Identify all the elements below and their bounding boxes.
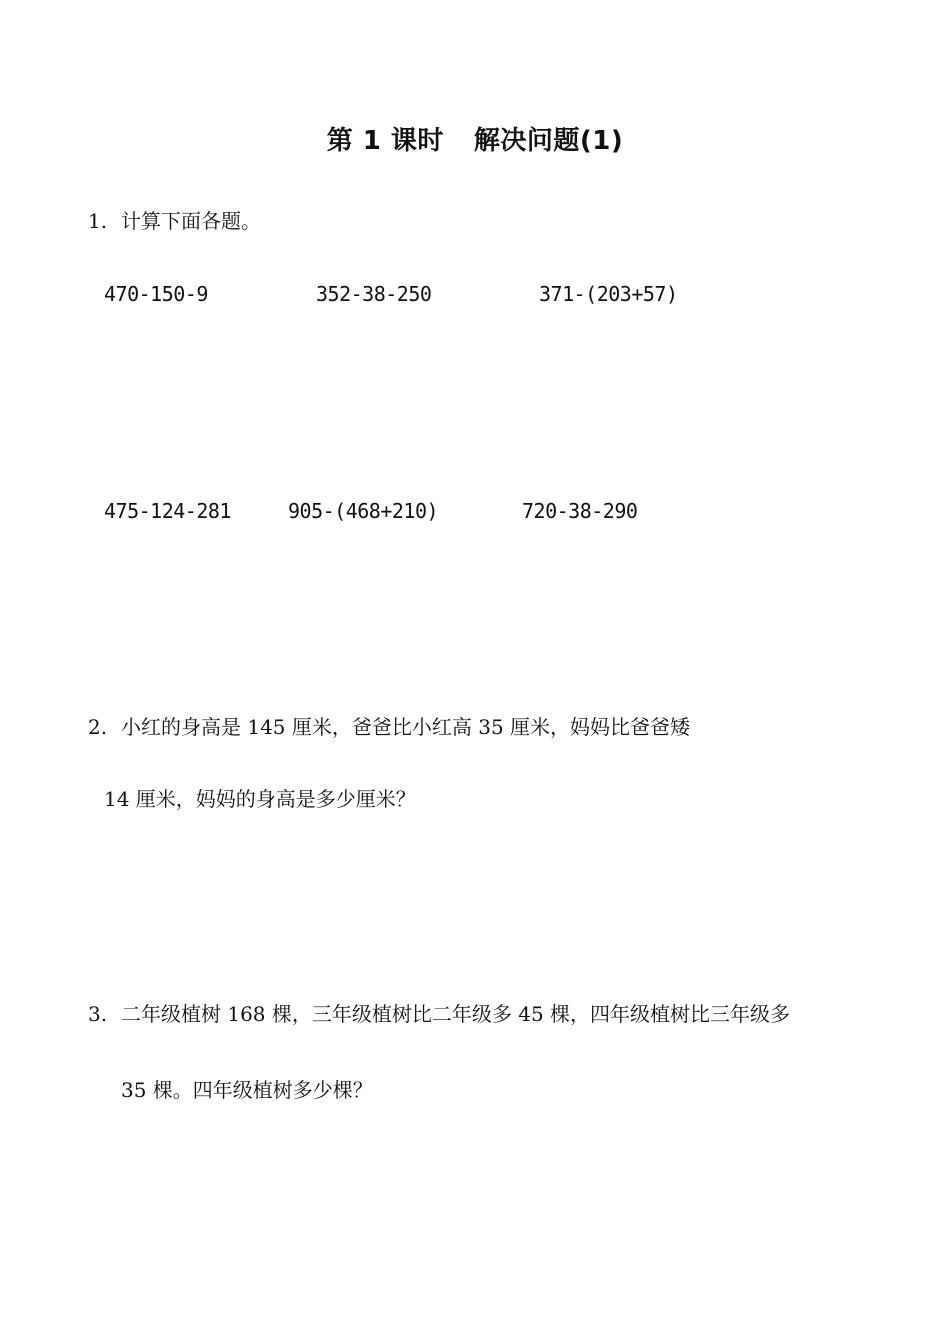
q3-text-line-1: 二年级植树 168 棵，三年级植树比二年级多 45 棵，四年级植树比三年级多 — [121, 1002, 791, 1026]
q1-expression-2: 352-38-250 — [316, 282, 432, 306]
q1-prompt: 计算下面各题。 — [121, 209, 261, 233]
q1-expression-3: 371-(203+57) — [539, 282, 678, 306]
q1-number: 1. — [88, 209, 108, 233]
q2-text-line-1: 小红的身高是 145 厘米，爸爸比小红高 35 厘米，妈妈比爸爸矮 — [121, 715, 691, 739]
q1-expression-5: 905-(468+210) — [288, 499, 439, 523]
q3-number: 3. — [88, 1002, 108, 1026]
q3-text-line-2: 35 棵。四年级植树多少棵？ — [121, 1078, 373, 1102]
q1-expression-4: 475-124-281 — [104, 499, 231, 523]
title-topic: 解决问题(1) — [473, 126, 624, 156]
q2-number: 2. — [88, 715, 108, 739]
q1-expression-1: 470-150-9 — [104, 282, 208, 306]
q2-text-line-2: 14 厘米，妈妈的身高是多少厘米？ — [104, 787, 416, 811]
title-lesson: 第 1 课时 — [326, 126, 444, 156]
page-title — [0, 128, 950, 154]
q1-expression-6: 720-38-290 — [522, 499, 638, 523]
